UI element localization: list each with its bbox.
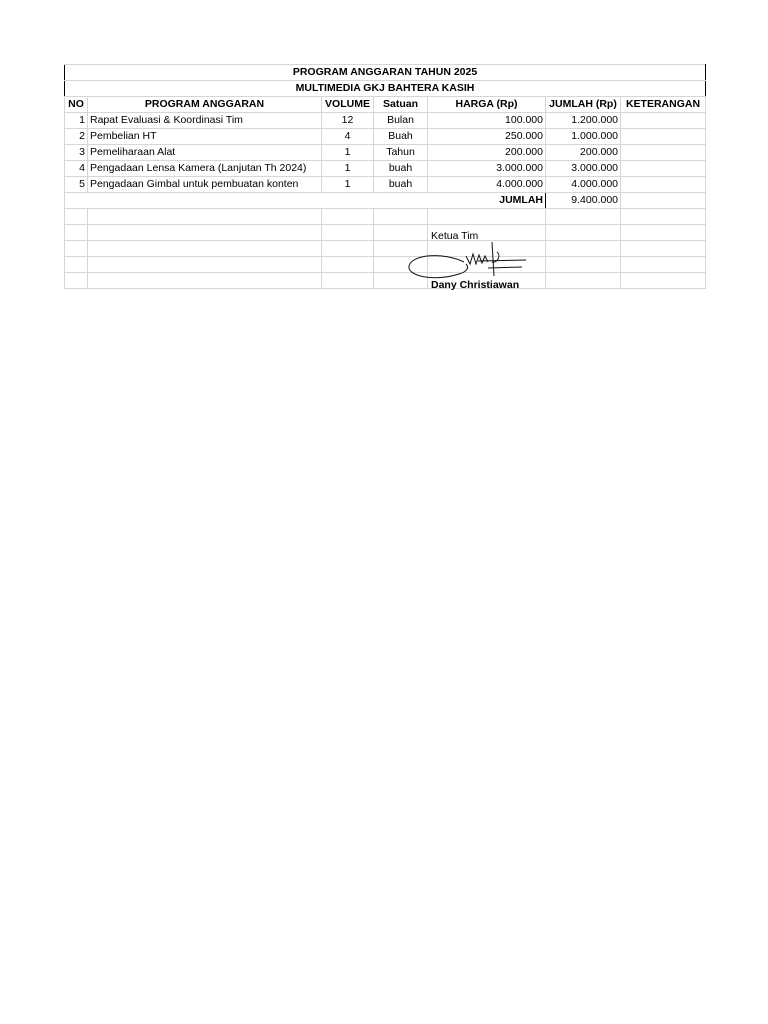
cell-harga: 4.000.000 bbox=[428, 177, 546, 193]
cell-no: 2 bbox=[65, 129, 88, 145]
cell-keterangan bbox=[621, 145, 706, 161]
table-row bbox=[65, 177, 706, 193]
cell-satuan: Tahun bbox=[374, 145, 428, 161]
header-satuan: Satuan bbox=[374, 97, 428, 113]
cell-satuan: buah bbox=[374, 161, 428, 177]
cell-keterangan bbox=[621, 177, 706, 193]
cell-program: Pemeliharaan Alat bbox=[88, 145, 322, 161]
cell-satuan: Bulan bbox=[374, 113, 428, 129]
cell-harga: 3.000.000 bbox=[428, 161, 546, 177]
table-row bbox=[65, 145, 706, 161]
cell-harga: 200.000 bbox=[428, 145, 546, 161]
header-program: PROGRAM ANGGARAN bbox=[88, 97, 322, 113]
header-harga: HARGA (Rp) bbox=[428, 97, 546, 113]
header-jumlah: JUMLAH (Rp) bbox=[546, 97, 621, 113]
total-value: 9.400.000 bbox=[546, 193, 621, 209]
document-title: PROGRAM ANGGARAN TAHUN 2025 bbox=[65, 65, 706, 81]
empty-row bbox=[65, 209, 706, 225]
cell-keterangan bbox=[621, 129, 706, 145]
handwritten-signature bbox=[404, 234, 534, 284]
total-keterangan bbox=[621, 193, 706, 209]
header-no: NO bbox=[65, 97, 88, 113]
cell-jumlah: 1.000.000 bbox=[546, 129, 621, 145]
cell-satuan: Buah bbox=[374, 129, 428, 145]
cell-program: Pembelian HT bbox=[88, 129, 322, 145]
title-row-1 bbox=[65, 65, 706, 81]
document-subtitle: MULTIMEDIA GKJ BAHTERA KASIH bbox=[65, 81, 706, 97]
cell-harga: 250.000 bbox=[428, 129, 546, 145]
signature-name: Dany Christiawan bbox=[431, 279, 520, 291]
cell-satuan: buah bbox=[374, 177, 428, 193]
empty-row bbox=[65, 225, 706, 241]
cell-no: 1 bbox=[65, 113, 88, 129]
empty-row bbox=[65, 273, 706, 289]
cell-keterangan bbox=[621, 113, 706, 129]
cell-harga: 100.000 bbox=[428, 113, 546, 129]
budget-table bbox=[64, 64, 706, 289]
cell-volume: 12 bbox=[322, 113, 374, 129]
cell-keterangan bbox=[621, 161, 706, 177]
cell-volume: 1 bbox=[322, 161, 374, 177]
total-label: JUMLAH bbox=[65, 193, 546, 209]
cell-program: Pengadaan Gimbal untuk pembuatan konten bbox=[88, 177, 322, 193]
signature-role: Ketua Tim bbox=[431, 230, 479, 242]
cell-jumlah: 3.000.000 bbox=[546, 161, 621, 177]
header-keterangan: KETERANGAN bbox=[621, 97, 706, 113]
table-row bbox=[65, 161, 706, 177]
cell-program: Pengadaan Lensa Kamera (Lanjutan Th 2024) bbox=[88, 161, 322, 177]
empty-row bbox=[65, 241, 706, 257]
table-row bbox=[65, 129, 706, 145]
cell-no: 3 bbox=[65, 145, 88, 161]
total-row bbox=[65, 193, 706, 209]
header-volume: VOLUME bbox=[322, 97, 374, 113]
cell-volume: 1 bbox=[322, 145, 374, 161]
cell-no: 5 bbox=[65, 177, 88, 193]
cell-no: 4 bbox=[65, 161, 88, 177]
cell-jumlah: 200.000 bbox=[546, 145, 621, 161]
budget-sheet bbox=[64, 64, 705, 289]
cell-program: Rapat Evaluasi & Koordinasi Tim bbox=[88, 113, 322, 129]
cell-jumlah: 1.200.000 bbox=[546, 113, 621, 129]
cell-volume: 4 bbox=[322, 129, 374, 145]
cell-volume: 1 bbox=[322, 177, 374, 193]
table-header bbox=[65, 97, 706, 113]
cell-jumlah: 4.000.000 bbox=[546, 177, 621, 193]
empty-row bbox=[65, 257, 706, 273]
title-row-2 bbox=[65, 81, 706, 97]
table-row bbox=[65, 113, 706, 129]
